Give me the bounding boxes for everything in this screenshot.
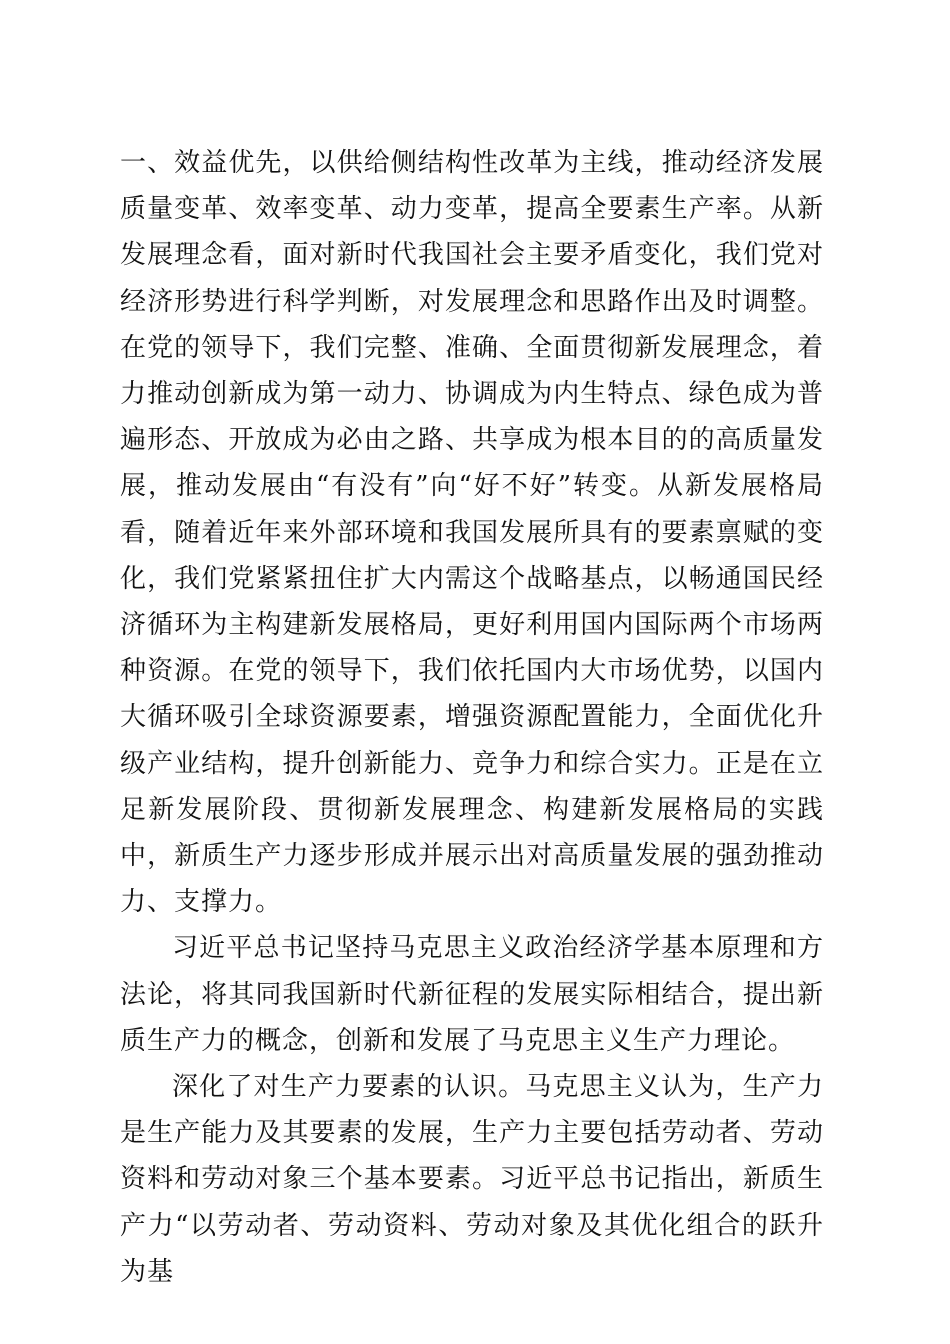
paragraph-efficiency-first: 一、效益优先，以供给侧结构性改革为主线，推动经济发展质量变革、效率变革、动力变革，提高全要素生产率。从新发展理念看，面对新时代我国社会主要矛盾变化，我们党对经济形势进行科学判断，对发展理念和思路作出及时调整。在党的领导下，我们完整、准确、全面贯彻新发展理念，着力推动创新成为第一动力、协调成为内生特点、绿色成为普遍形态、开放成为必由之路、共享成为根本目的的高质量发展，推动发展由“有没有”向“好不好”转变。从新发展格局看，随着近年来外部环境和我国发展所具有的要素禀赋的变化，我们党紧紧扭住扩大内需这个战略基点，以畅通国民经济循环为主构建新发展格局，更好利用国内国际两个市场两种资源。在党的领导下，我们依托国内大市场优势，以国内大循环吸引全球资源要素，增强资源配置能力，全面优化升级产业结构，提升创新能力、竞争力和综合实力。正是在立足新发展阶段、贯彻新发展理念、构建新发展格局的实践中，新质生产力逐步形成并展示出对高质量发展的强劲推动力、支撑力。 [120, 148, 824, 918]
paragraph-new-productivity-concept: 习近平总书记坚持马克思主义政治经济学基本原理和方法论，将其同我国新时代新征程的发展实际相结合，提出新质生产力的概念，创新和发展了马克思主义生产力理论。 [120, 933, 824, 1056]
document-body [120, 140, 824, 1295]
paragraph-productivity-elements: 深化了对生产力要素的认识。马克思主义认为，生产力是生产能力及其要素的发展，生产力主要包括劳动者、劳动资料和劳动对象三个基本要素。习近平总书记指出，新质生产力“以劳动者、劳动资料、劳动对象及其优化组合的跃升为基 [120, 1072, 824, 1287]
